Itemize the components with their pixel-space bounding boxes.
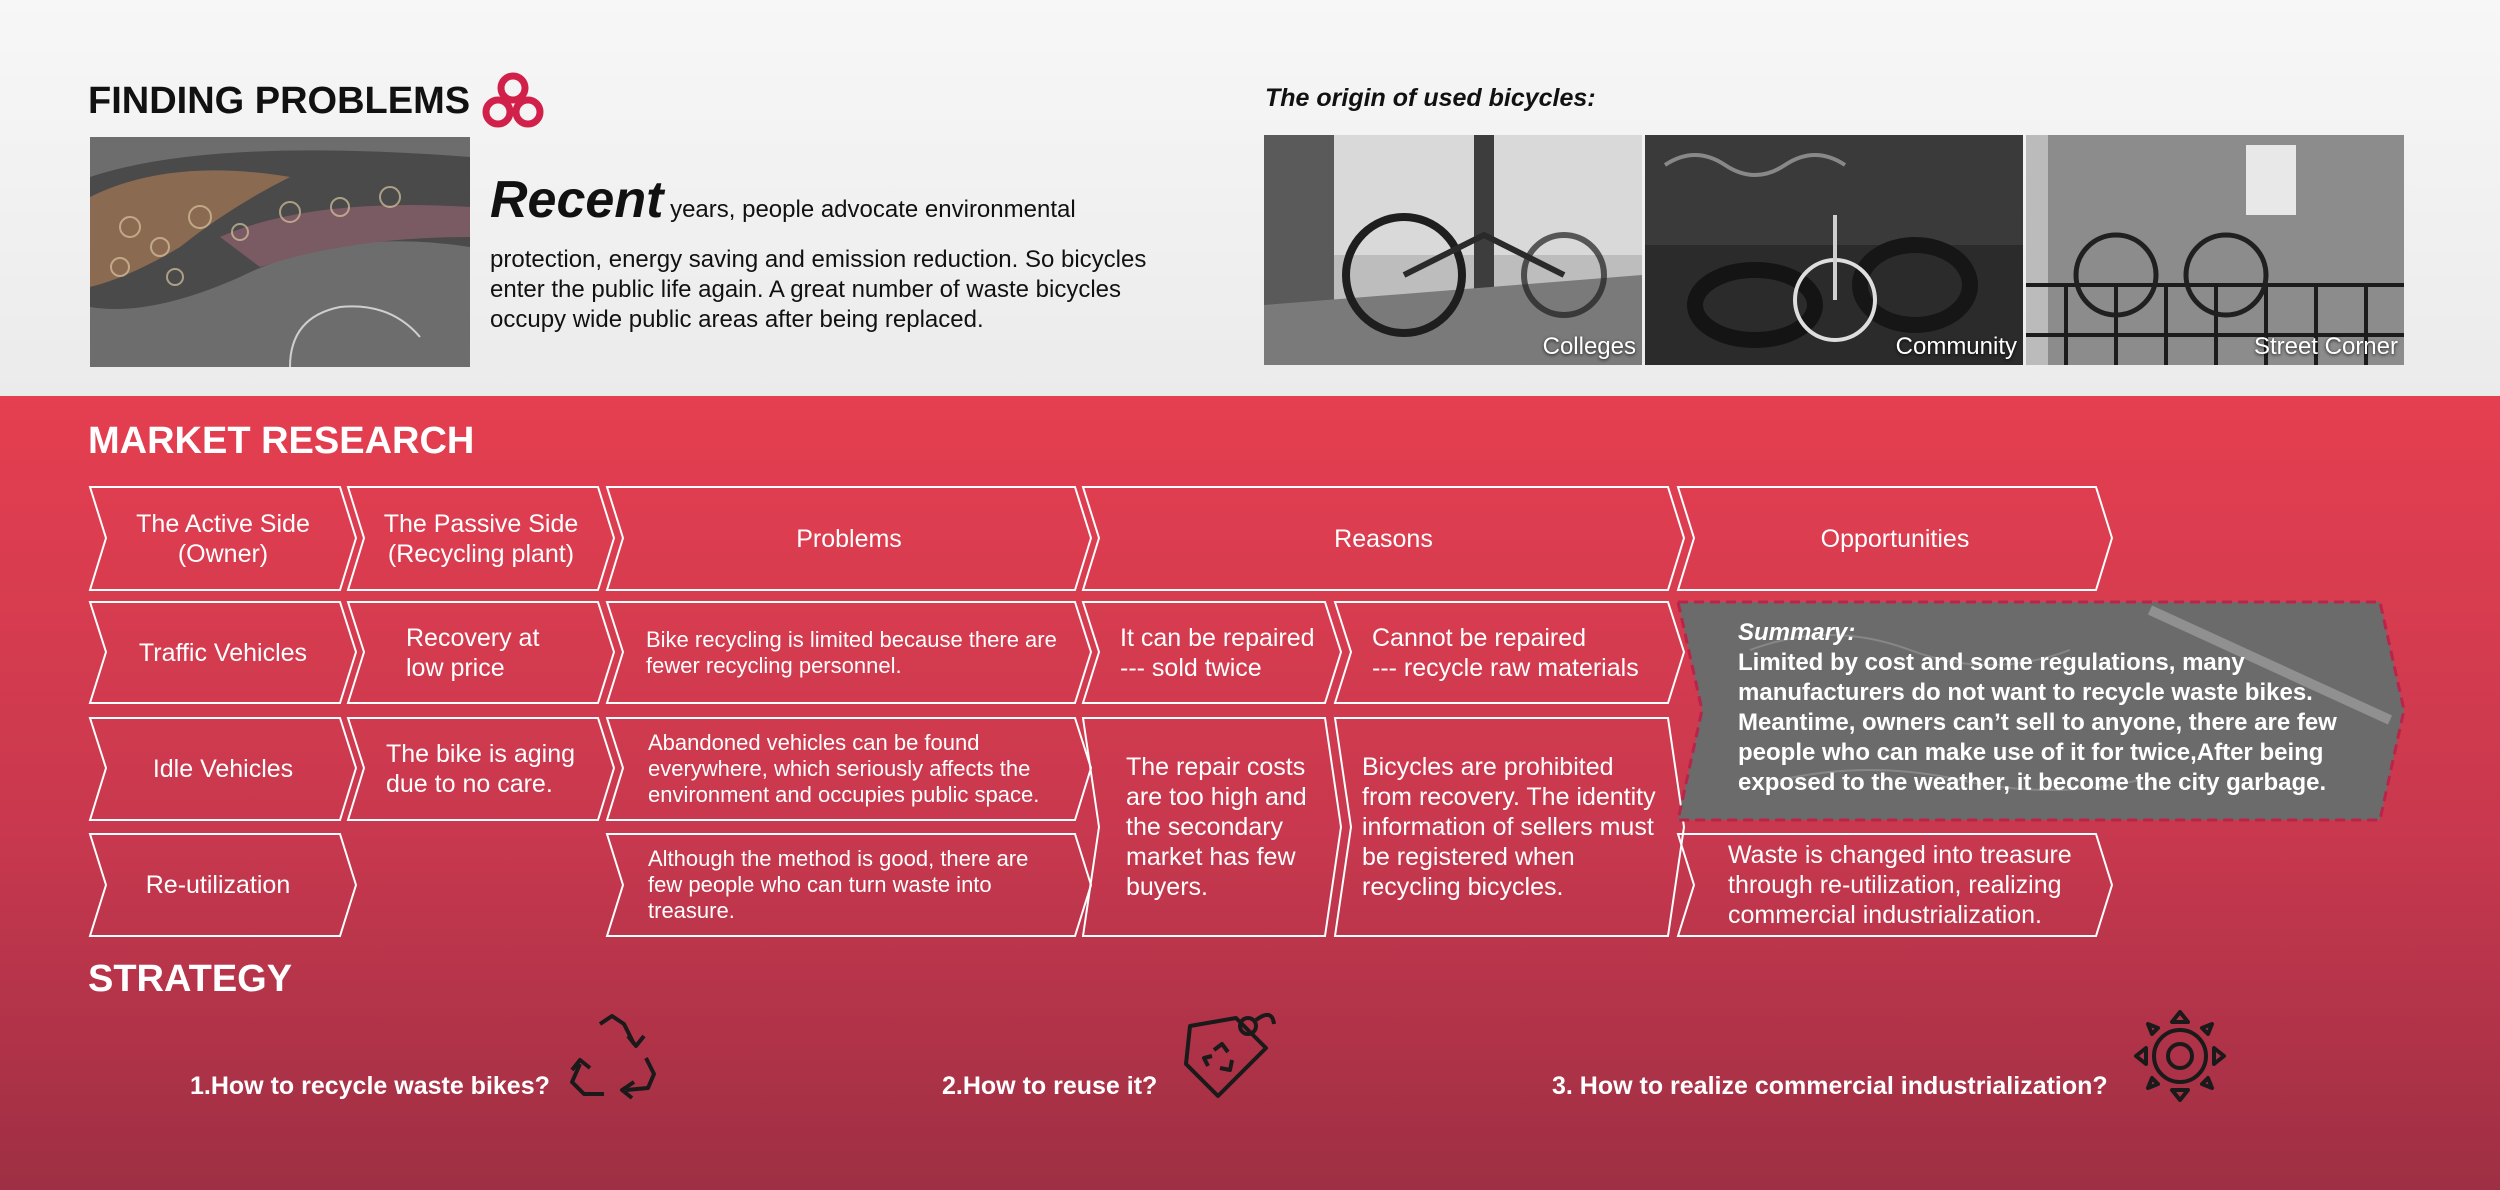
header-active: The Active Side (Owner) xyxy=(136,509,310,568)
header-reasons: Reasons xyxy=(1334,524,1433,553)
eco-tag-icon xyxy=(1176,1004,1280,1108)
street-corner-caption: Street Corner xyxy=(2253,333,2398,360)
recent-word: Recent xyxy=(490,171,664,229)
row-traffic-vehicles: Traffic Vehicles xyxy=(138,638,308,667)
summary-text: Limited by cost and some regulations, many manufacturers do not want to recycle waste bikes. Meantime, owners can’t sell to anyone, there are few people who can make use of it for twice,After being exposed to the weather, it become the city garbage. xyxy=(1738,649,2337,796)
opportunity-waste-to-treasure: Waste is changed into treasure through re-utilization, realizing commercial industrialization. xyxy=(1728,841,2072,929)
recent-rest: years, people advocate environmental xyxy=(663,196,1076,223)
row-idle-vehicles: Idle Vehicles xyxy=(152,755,294,783)
industry-gear-icon xyxy=(2128,1004,2232,1108)
strategy-item-3: 3. How to realize commercial industrialization? xyxy=(1552,1072,2108,1100)
problem-limited-personnel: Bike recycling is limited because there are fewer recycling personnel. xyxy=(646,626,1057,678)
colleges-caption: Colleges xyxy=(1542,333,1636,360)
community-caption: Community xyxy=(1895,333,2017,360)
recycle-icon xyxy=(560,1010,664,1110)
reason-can-be-repaired: It can be repaired --- sold twice xyxy=(1120,623,1315,682)
finding-paragraph: protection, energy saving and emission reduction. So bicycles enter the public life again. A great number of waste bicycles occupy wide public areas after being replaced. xyxy=(490,246,1147,333)
passive-bike-aging: The bike is aging due to no care. xyxy=(386,740,576,798)
reason-repair-costs: The repair costs are too high and the secondary market has few buyers. xyxy=(1126,753,1307,901)
header-passive: The Passive Side (Recycling plant) xyxy=(383,509,579,568)
header-opportunities: Opportunities xyxy=(1820,524,1970,553)
market-title: MARKET RESEARCH xyxy=(88,420,475,462)
strategy-item-2: 2.How to reuse it? xyxy=(942,1072,1158,1100)
strategy-item-1: 1.How to recycle waste bikes? xyxy=(190,1072,550,1100)
passive-recovery-low-price: Recovery at low price xyxy=(406,623,540,682)
reason-cannot-be-repaired: Cannot be repaired --- recycle raw materials xyxy=(1372,623,1639,682)
row-re-utilization: Re-utilization xyxy=(145,871,291,899)
origin-title: The origin of used bicycles: xyxy=(1265,84,1596,112)
reason-prohibited-recovery: Bicycles are prohibited from recovery. The identity information of sellers must be registered when recycling bicycles. xyxy=(1362,753,1656,901)
header-problems: Problems xyxy=(796,524,902,553)
problem-abandoned-vehicles: Abandoned vehicles can be found everywhere, which seriously affects the environment and occupies public space. xyxy=(648,730,1040,807)
strategy-title: STRATEGY xyxy=(88,958,293,1000)
problem-few-reusers: Although the method is good, there are few people who can turn waste into treasure. xyxy=(648,846,1029,923)
summary-label: Summary: xyxy=(1738,619,1856,646)
finding-title: FINDING PROBLEMS xyxy=(88,80,471,122)
